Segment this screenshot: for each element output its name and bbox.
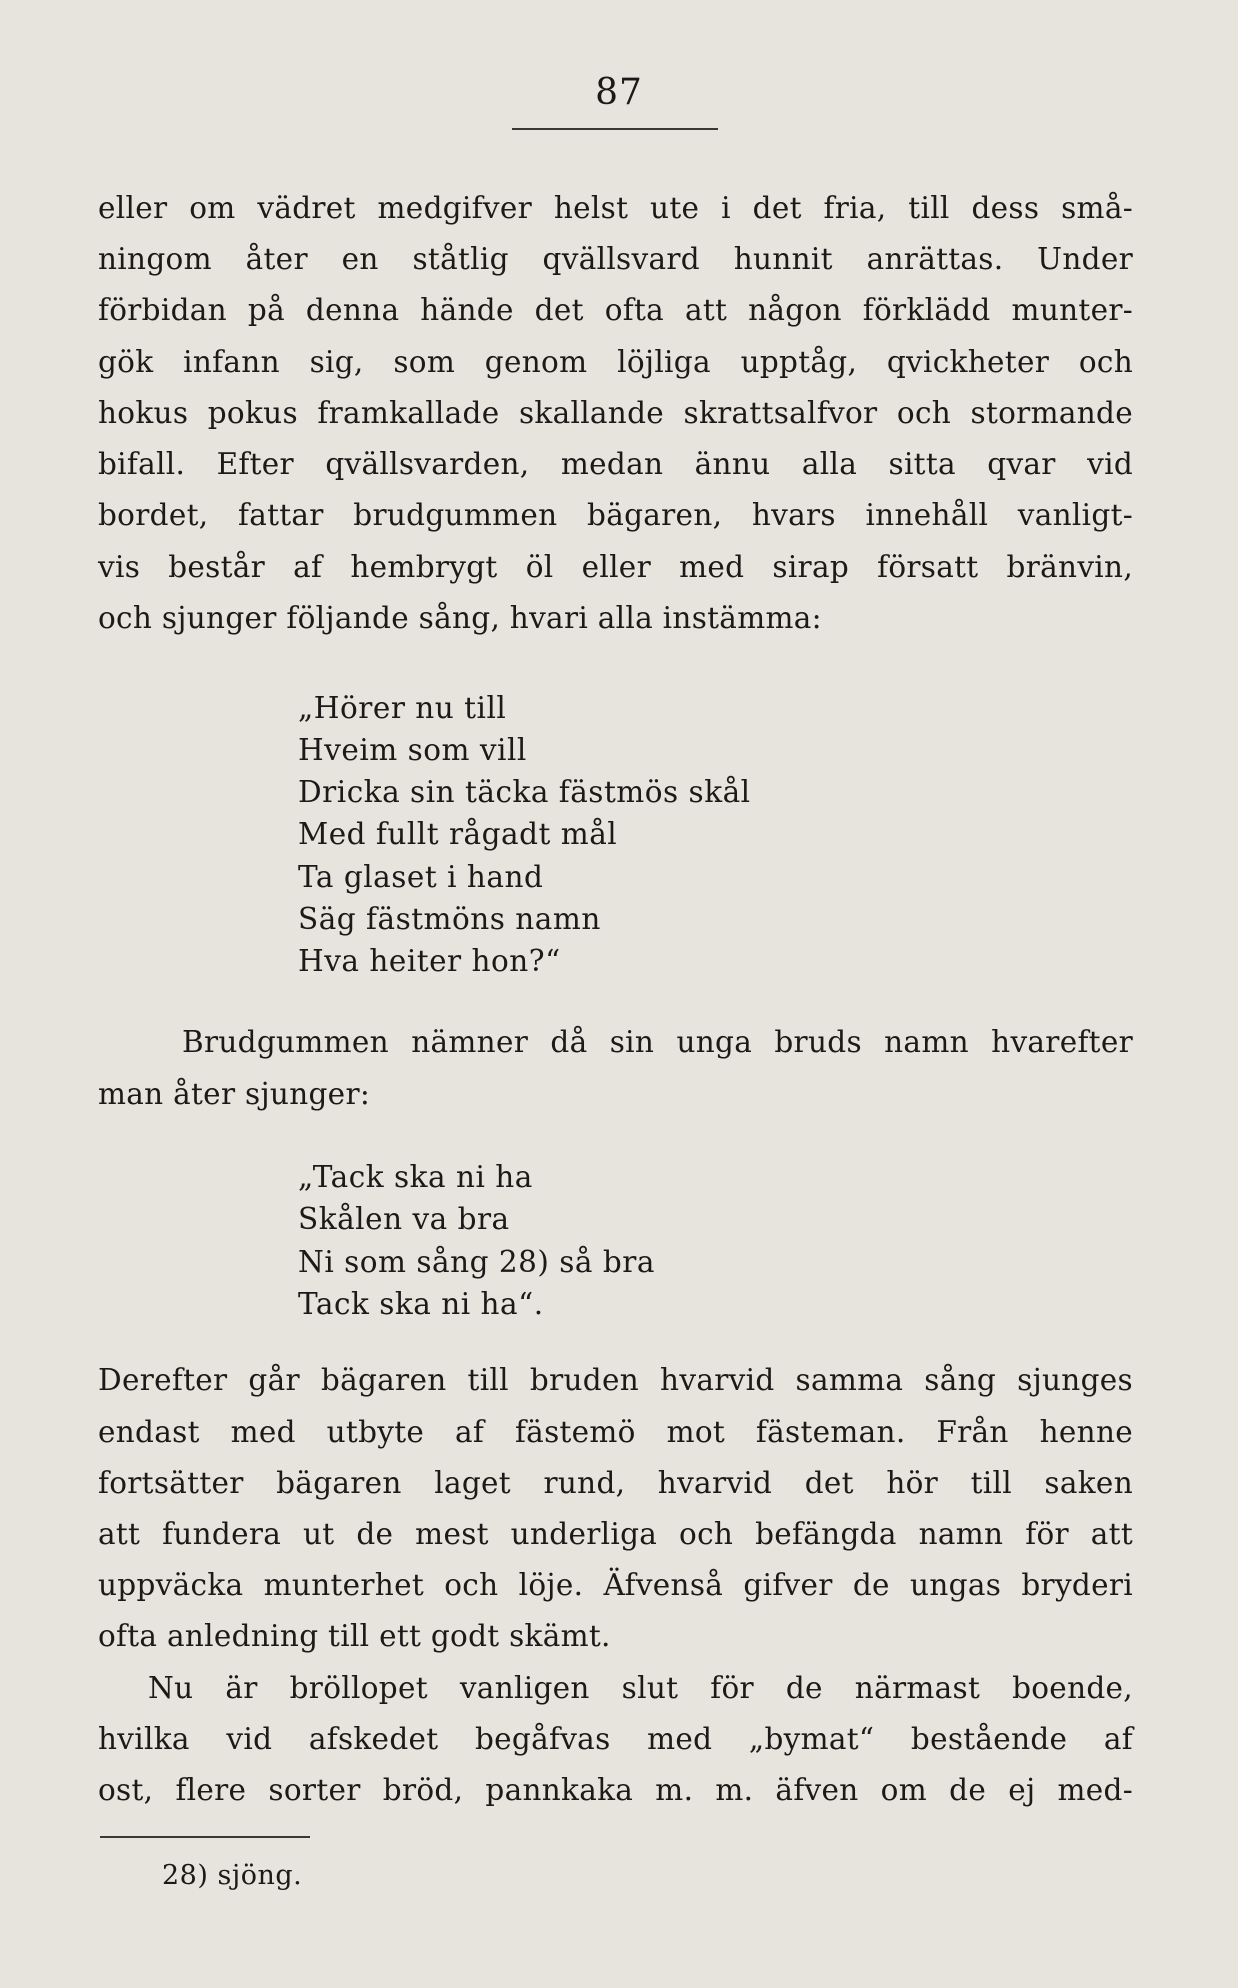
text-line: Derefter går bägaren till bruden hvarvid samma sång sjunges [98, 1363, 1133, 1397]
text-line: att fundera ut de mest underliga och befängda namn för att [98, 1517, 1133, 1551]
text-line: Nu är bröllopet vanligen slut för de närmast boende, [148, 1671, 1133, 1705]
text-line: endast med utbyte af fästemö mot fästeman. Från henne [98, 1415, 1133, 1449]
text-line: hokus pokus framkallade skallande skrattsalfvor och stormande [98, 396, 1133, 430]
verse-line: Dricka sin täcka fästmös skål [298, 775, 751, 809]
text-line: uppväcka munterhet och löje. Äfvenså gifver de ungas bryderi [98, 1568, 1133, 1602]
text-line: fortsätter bägaren laget rund, hvarvid det hör till saken [98, 1466, 1133, 1500]
text-line: vis består af hembrygt öl eller med sirap försatt bränvin, [98, 550, 1133, 584]
text-line: ost, flere sorter bröd, pannkaka m. m. äfven om de ej med- [98, 1773, 1133, 1807]
page-number: 87 [595, 72, 643, 113]
verse-line: „Hörer nu till [298, 691, 507, 725]
verse-line: „Tack ska ni ha [298, 1160, 533, 1194]
header-rule [512, 128, 718, 130]
verse-line: Ni som sång 28) så bra [298, 1245, 655, 1279]
footnote: 28) sjöng. [162, 1860, 303, 1891]
text-line: bordet, fattar brudgummen bägaren, hvars innehåll vanligt- [98, 498, 1133, 532]
text-line: Brudgummen nämner då sin unga bruds namn hvarefter [182, 1025, 1133, 1059]
footnote-rule [100, 1836, 310, 1838]
text-line: och sjunger följande sång, hvari alla instämma: [98, 601, 822, 635]
verse-line: Säg fästmöns namn [298, 902, 601, 936]
text-line: bifall. Efter qvällsvarden, medan ännu alla sitta qvar vid [98, 447, 1133, 481]
text-line: hvilka vid afskedet begåfvas med „bymat“ bestående af [98, 1722, 1133, 1756]
verse-line: Hva heiter hon?“ [298, 944, 561, 978]
verse-line: Skålen va bra [298, 1202, 510, 1236]
verse-line: Hveim som vill [298, 733, 527, 767]
text-line: ofta anledning till ett godt skämt. [98, 1619, 611, 1653]
text-line: gök infann sig, som genom löjliga upptåg, qvickheter och [98, 345, 1133, 379]
verse-line: Tack ska ni ha“. [298, 1287, 544, 1321]
text-line: ningom åter en ståtlig qvällsvard hunnit anrättas. Under [98, 242, 1133, 276]
text-line: eller om vädret medgifver helst ute i det fria, till dess små- [98, 191, 1133, 225]
text-line: man åter sjunger: [98, 1077, 371, 1111]
verse-line: Ta glaset i hand [298, 860, 544, 894]
verse-line: Med fullt rågadt mål [298, 817, 618, 851]
text-line: förbidan på denna hände det ofta att någon förklädd munter- [98, 293, 1133, 327]
